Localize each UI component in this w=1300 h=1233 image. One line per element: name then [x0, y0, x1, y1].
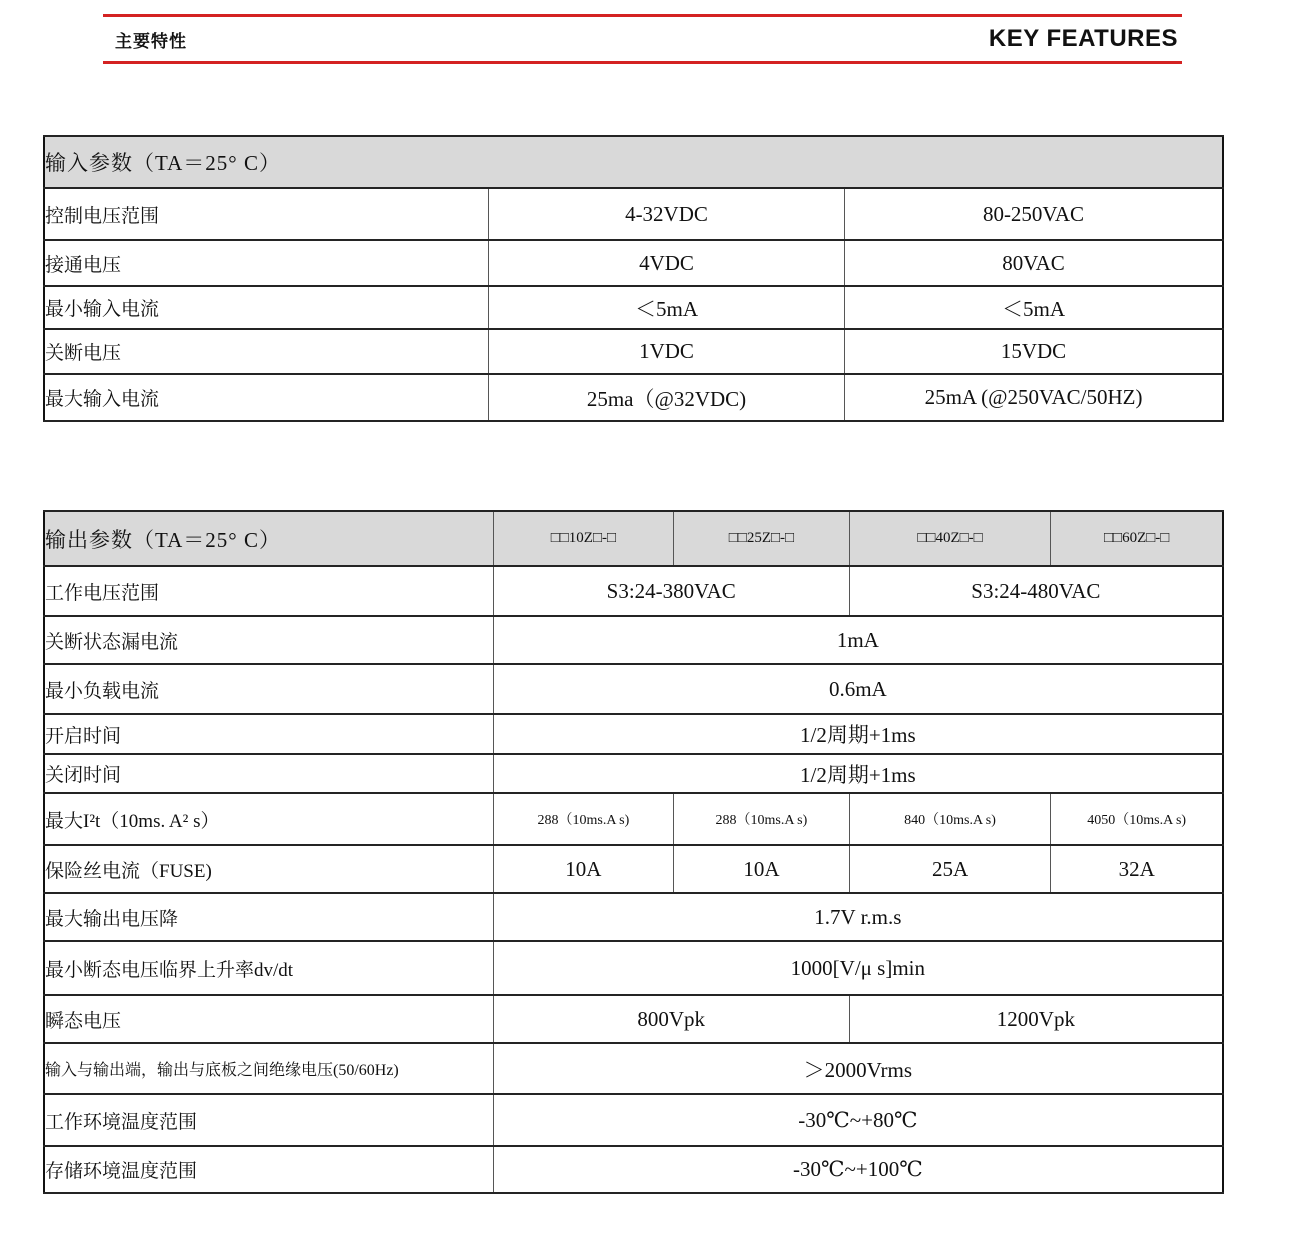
input-table-title: 输入参数（TA＝25° C）	[44, 136, 1223, 188]
cell-value: -30℃~+100℃	[493, 1146, 1223, 1193]
row-label: 工作环境温度范围	[44, 1094, 493, 1146]
cell-value: 1000[V/μ s]min	[493, 941, 1223, 995]
row-label: 关断状态漏电流	[44, 616, 493, 664]
table-row	[44, 941, 1223, 995]
cell-value: 80-250VAC	[845, 188, 1223, 240]
cell-value: 4VDC	[488, 240, 844, 286]
row-label: 最大输出电压降	[44, 893, 493, 941]
model-column-header: □□40Z□-□	[849, 511, 1051, 566]
model-column-header: □□10Z□-□	[493, 511, 673, 566]
cell-value: -30℃~+80℃	[493, 1094, 1223, 1146]
row-label: 关闭时间	[44, 754, 493, 793]
table-row	[44, 374, 1223, 421]
cell-value: 10A	[493, 845, 673, 893]
row-label: 瞬态电压	[44, 995, 493, 1043]
input-params-table	[43, 135, 1224, 422]
section-title-en: KEY FEATURES	[988, 25, 1178, 52]
row-label: 输入与输出端，输出与底板之间绝缘电压(50/60Hz)	[44, 1043, 493, 1094]
table-row	[44, 286, 1223, 329]
cell-value: 1.7V r.m.s	[493, 893, 1223, 941]
section-header	[103, 14, 1182, 64]
row-label: 最小输入电流	[44, 286, 488, 329]
row-label: 工作电压范围	[44, 566, 493, 616]
cell-value: 288（10ms.A s)	[674, 793, 850, 845]
table-row	[44, 566, 1223, 616]
table-row	[44, 616, 1223, 664]
row-label: 接通电压	[44, 240, 488, 286]
cell-value: ＜5mA	[845, 286, 1223, 329]
cell-value: S3:24-380VAC	[493, 566, 849, 616]
cell-value: 25ma（@32VDC)	[488, 374, 844, 421]
table-row	[44, 995, 1223, 1043]
cell-value: ＞2000Vrms	[493, 1043, 1223, 1094]
cell-value: 1VDC	[488, 329, 844, 374]
table-row	[44, 1146, 1223, 1193]
cell-value: 32A	[1051, 845, 1223, 893]
row-label: 最大输入电流	[44, 374, 488, 421]
section-title-zh: 主要特性	[115, 31, 187, 51]
output-table-title: 输出参数（TA＝25° C）	[44, 511, 493, 566]
cell-value: 10A	[674, 845, 850, 893]
cell-value: 840（10ms.A s)	[849, 793, 1051, 845]
cell-value: 15VDC	[845, 329, 1223, 374]
table-row	[44, 1043, 1223, 1094]
model-column-header: □□25Z□-□	[674, 511, 850, 566]
table-row	[44, 188, 1223, 240]
table-row	[44, 793, 1223, 845]
row-label: 最大I²t（10ms. A² s）	[44, 793, 493, 845]
row-label: 最小断态电压临界上升率dv/dt	[44, 941, 493, 995]
model-column-header: □□60Z□-□	[1051, 511, 1223, 566]
cell-value: 4050（10ms.A s)	[1051, 793, 1223, 845]
row-label: 存储环境温度范围	[44, 1146, 493, 1193]
cell-value: 4-32VDC	[488, 188, 844, 240]
table-row	[44, 893, 1223, 941]
row-label: 保险丝电流（FUSE)	[44, 845, 493, 893]
table-row	[44, 845, 1223, 893]
table-row	[44, 1094, 1223, 1146]
row-label: 关断电压	[44, 329, 488, 374]
table-row	[44, 329, 1223, 374]
cell-value: 25A	[849, 845, 1051, 893]
row-label: 最小负载电流	[44, 664, 493, 714]
cell-value: 80VAC	[845, 240, 1223, 286]
cell-value: 1/2周期+1ms	[493, 754, 1223, 793]
cell-value: 800Vpk	[493, 995, 849, 1043]
row-label: 控制电压范围	[44, 188, 488, 240]
output-table-header-row	[44, 511, 1223, 566]
table-row	[44, 240, 1223, 286]
cell-value: 288（10ms.A s)	[493, 793, 673, 845]
cell-value: 1mA	[493, 616, 1223, 664]
output-params-table	[43, 510, 1224, 1194]
row-label: 开启时间	[44, 714, 493, 754]
input-table-header-row	[44, 136, 1223, 188]
cell-value: S3:24-480VAC	[849, 566, 1223, 616]
cell-value: 1/2周期+1ms	[493, 714, 1223, 754]
table-row	[44, 754, 1223, 793]
cell-value: 0.6mA	[493, 664, 1223, 714]
cell-value: ＜5mA	[488, 286, 844, 329]
cell-value: 25mA (@250VAC/50HZ)	[845, 374, 1223, 421]
table-row	[44, 664, 1223, 714]
cell-value: 1200Vpk	[849, 995, 1223, 1043]
table-row	[44, 714, 1223, 754]
